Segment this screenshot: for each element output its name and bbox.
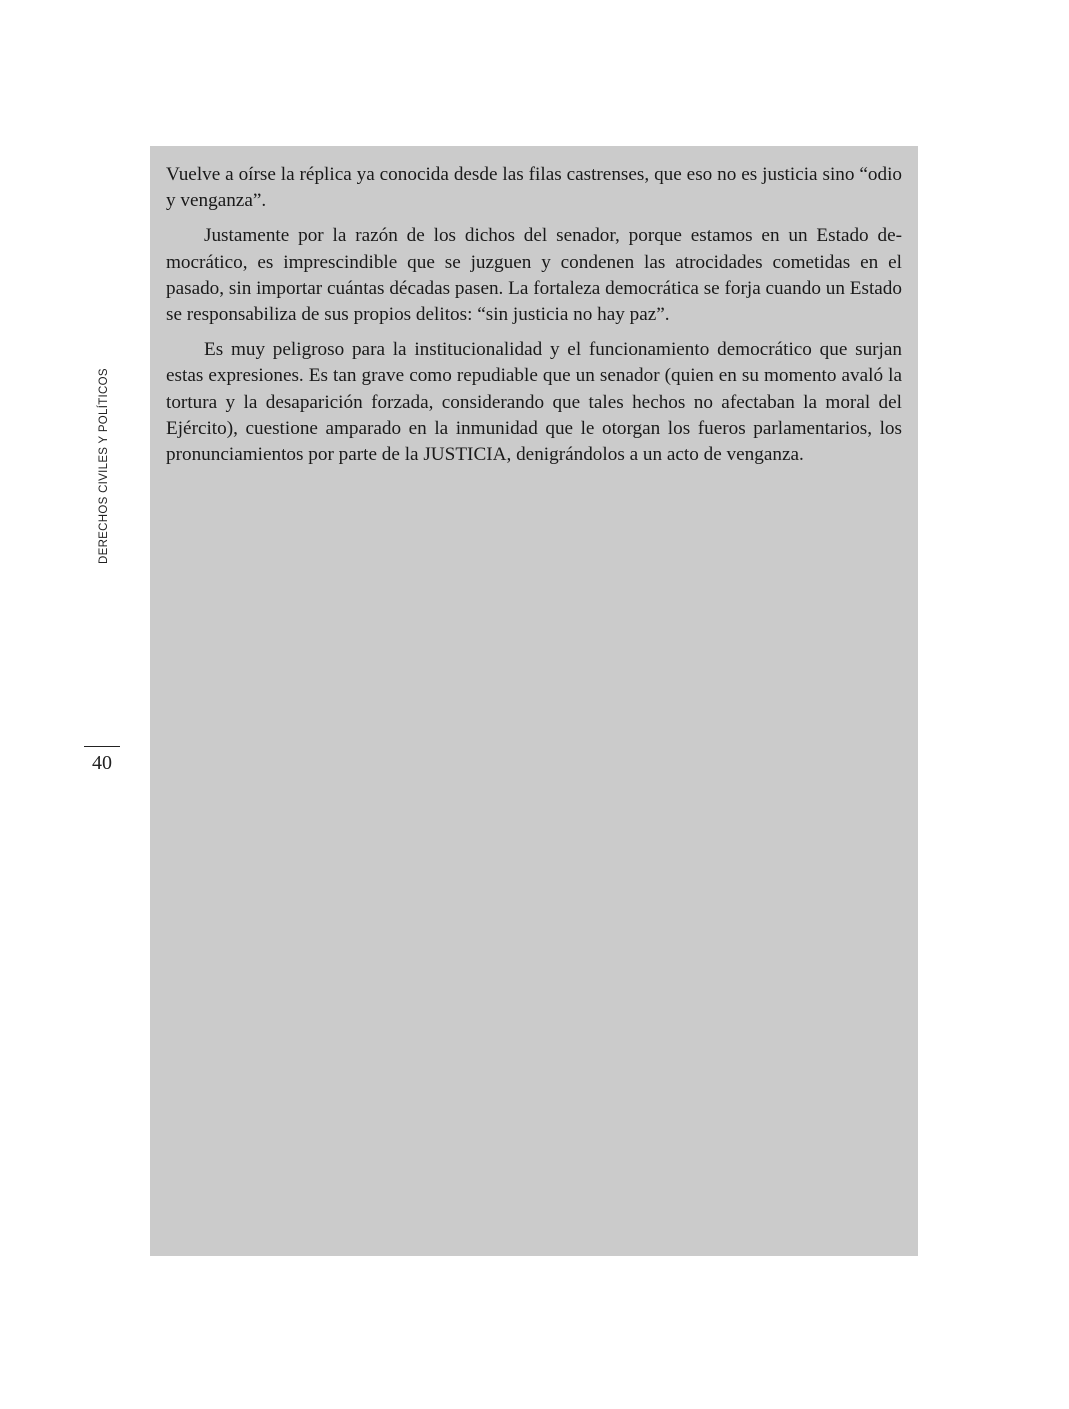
shaded-text-box xyxy=(150,146,918,1256)
page-number-rule xyxy=(84,746,120,747)
running-head: DERECHOS CIVILES Y POLÍTICOS xyxy=(98,368,110,564)
paragraph-1: Vuelve a oírse la réplica ya conocida desde las filas castrenses, que eso no es justicia sino “odio y venganza”. xyxy=(166,164,902,212)
page-number: 40 xyxy=(92,752,112,774)
paragraph-2: Justamente por la razón de los dichos del senador, porque estamos en un Estado democrático, es imprescindible que se juzguen y condenen las atrocidades cometidas en el pasado, sin importar cuántas décadas pasen. La fortaleza democrática se forja cuando un Estado se responsabiliza de sus propios delitos: “sin justicia no hay paz”. xyxy=(166,225,902,326)
paragraph-3: Es muy peligroso para la institucionalidad y el funcionamiento democrático que surjan estas expresiones. Es tan grave como repudiable que un senador (quien en su momento avaló la tortura y la desaparición forzada, considerando que tales hechos no afectaban la moral del Ejército), cuestione amparado en la inmunidad que le otorgan los fueros parlamentarios, los pronunciamientos por parte de la JUSTICIA, denigrándolos a un acto de venganza. xyxy=(166,339,902,466)
